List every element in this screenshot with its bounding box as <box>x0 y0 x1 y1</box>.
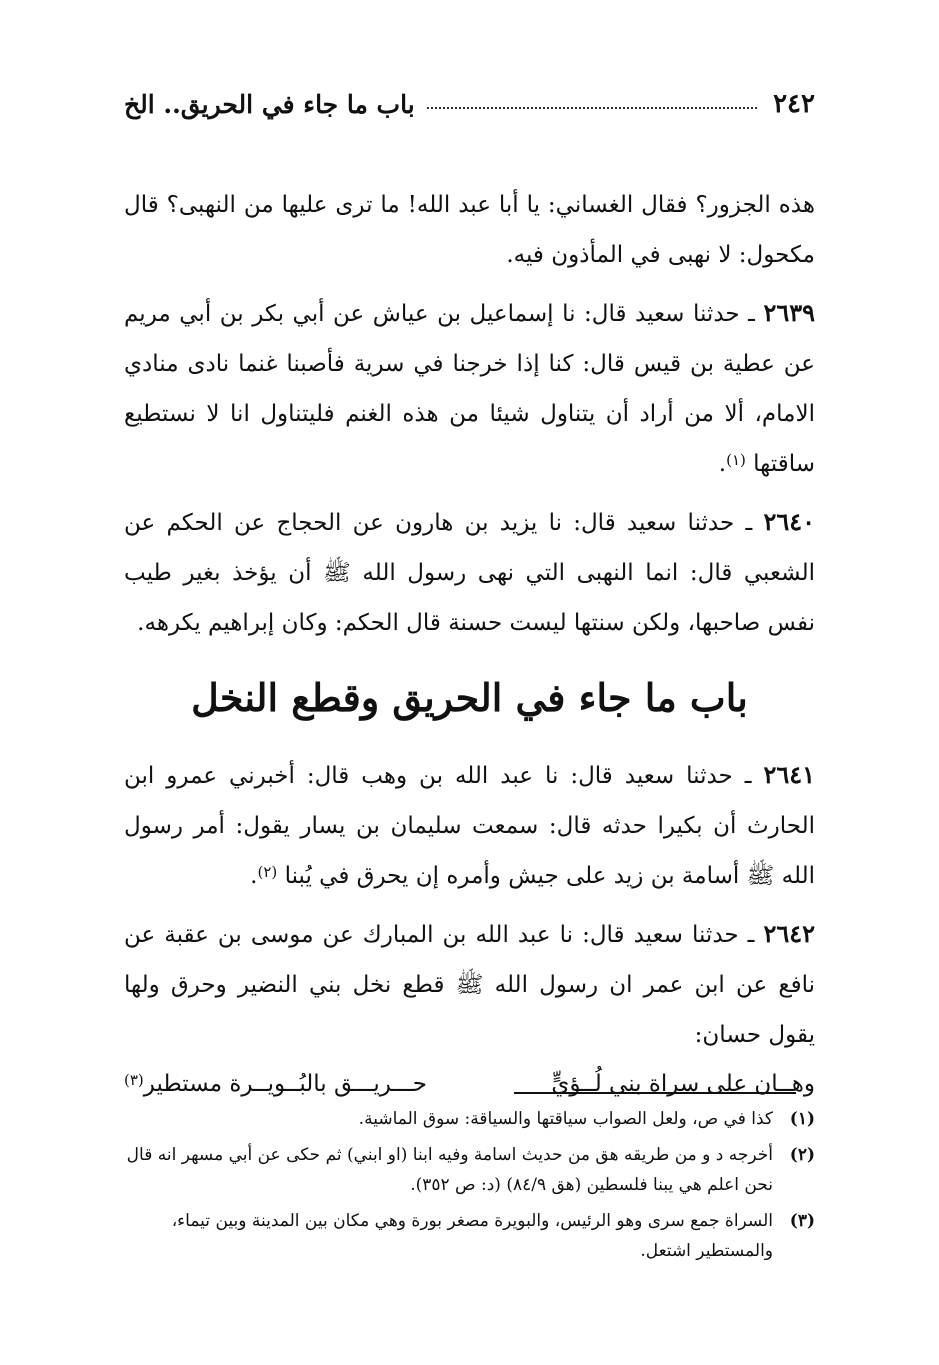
hadith-text: ـ حدثنا سعيد قال: نا يزيد بن هارون عن الحجاج عن الحكم عن الشعبي قال: انما النهبى التي نهى رسول الله ﷺ أن يؤخذ بغير طيب نفس صاحبها، ولكن سنتها ليست حسنة قال الحكم: وكان إبراهيم يكرهه. <box>124 510 815 636</box>
footnote-1 <box>124 1104 815 1134</box>
hadith-2641 <box>124 750 815 901</box>
verse-second-hemistich <box>124 1062 427 1106</box>
hadith-2640 <box>124 497 815 648</box>
paragraph-text: هذه الجزور؟ فقال الغساني: يا أبا عبد الله! ما ترى عليها من النهبى؟ قال مكحول: لا نهبى في المأذون فيه. <box>124 192 815 268</box>
verse-second-text: حـــريـــق بالبُــويــرة مستطير <box>143 1071 427 1097</box>
poetry-verse <box>124 1062 815 1106</box>
footnote-2 <box>124 1140 815 1200</box>
chapter-heading: باب ما جاء في الحريق وقطع النخل <box>191 675 748 720</box>
footnote-ref[interactable]: (٣) <box>124 1071 144 1089</box>
hadith-2639 <box>124 288 815 489</box>
hadith-number: ٢٦٤٠ <box>763 507 815 536</box>
running-title: باب ما جاء في الحريق.. الخ <box>124 89 415 119</box>
footnote-3 <box>124 1206 815 1266</box>
footnote-text: السراة جمع سرى وهو الرئيس، والبويرة مصغر بورة وهي مكان بين المدينة وبين تيماء، والمستطير اشتعل. <box>171 1211 773 1261</box>
footnote-ref[interactable]: (١) <box>726 451 746 469</box>
hadith-number: ٢٦٣٩ <box>763 298 815 327</box>
hadith-number: ٢٦٤١ <box>763 760 815 789</box>
running-header <box>124 84 815 124</box>
footnote-marker: (٢) <box>789 1145 815 1165</box>
footnote-marker: (١) <box>789 1109 815 1129</box>
footnotes <box>124 1104 815 1272</box>
footnote-text: كذا في ص، ولعل الصواب سياقتها والسياقة: سوق الماشية. <box>358 1109 773 1129</box>
hadith-text: ـ حدثنا سعيد قال: نا عبد الله بن وهب قال: أخبرني عمرو ابن الحارث أن بكيرا حدثه قال: سمعت سليمان بن يسار يقول: أمر رسول الله ﷺ أسامة بن زيد على جيش وأمره إن يحرق في يُبنا <box>124 763 815 889</box>
hadith-2642 <box>124 909 815 1060</box>
footnote-marker: (٣) <box>789 1211 815 1231</box>
hadith-text: ـ حدثنا سعيد قال: نا عبد الله بن المبارك عن موسى بن عقبة عن نافع عن ابن عمر ان رسول الله ﷺ قطع نخل بني النضير وحرق ولها يقول حسان: <box>124 922 815 1048</box>
page-number: ٢٤٢ <box>773 89 815 119</box>
footnote-text: أخرجه د و من طريقه هق من حديث اسامة وفيه ابنا (او ابني) ثم حكى عن أبي مسهر انه قال نحن اعلم هي يبنا فلسطين (هق ٨٤/٩) (د: ص ٣٥٢). <box>126 1145 773 1195</box>
verse-first-hemistich: وهــان على سراة بني لُــؤيٍّ <box>551 1071 815 1097</box>
main-text <box>124 180 815 1106</box>
hadith-number: ٢٦٤٢ <box>763 919 815 948</box>
paragraph-continuation <box>124 180 815 280</box>
hadith-text: ـ حدثنا سعيد قال: نا إسماعيل بن عياش عن أبي بكر بن أبي مريم عن عطية بن قيس قال: كنا إذا خرجنا في سرية فأصبنا غنما نادى منادي الامام، ألا من أراد أن يتناول شيئا من هذه الغنم فليتناول انا لا نستطيع ساقتها <box>124 301 815 477</box>
footnote-separator <box>514 1092 796 1094</box>
footnote-ref[interactable]: (٢) <box>257 863 278 881</box>
paragraph-tail: . <box>250 863 258 889</box>
header-dotted-leader <box>427 107 757 109</box>
paragraph-tail: . <box>718 451 727 477</box>
